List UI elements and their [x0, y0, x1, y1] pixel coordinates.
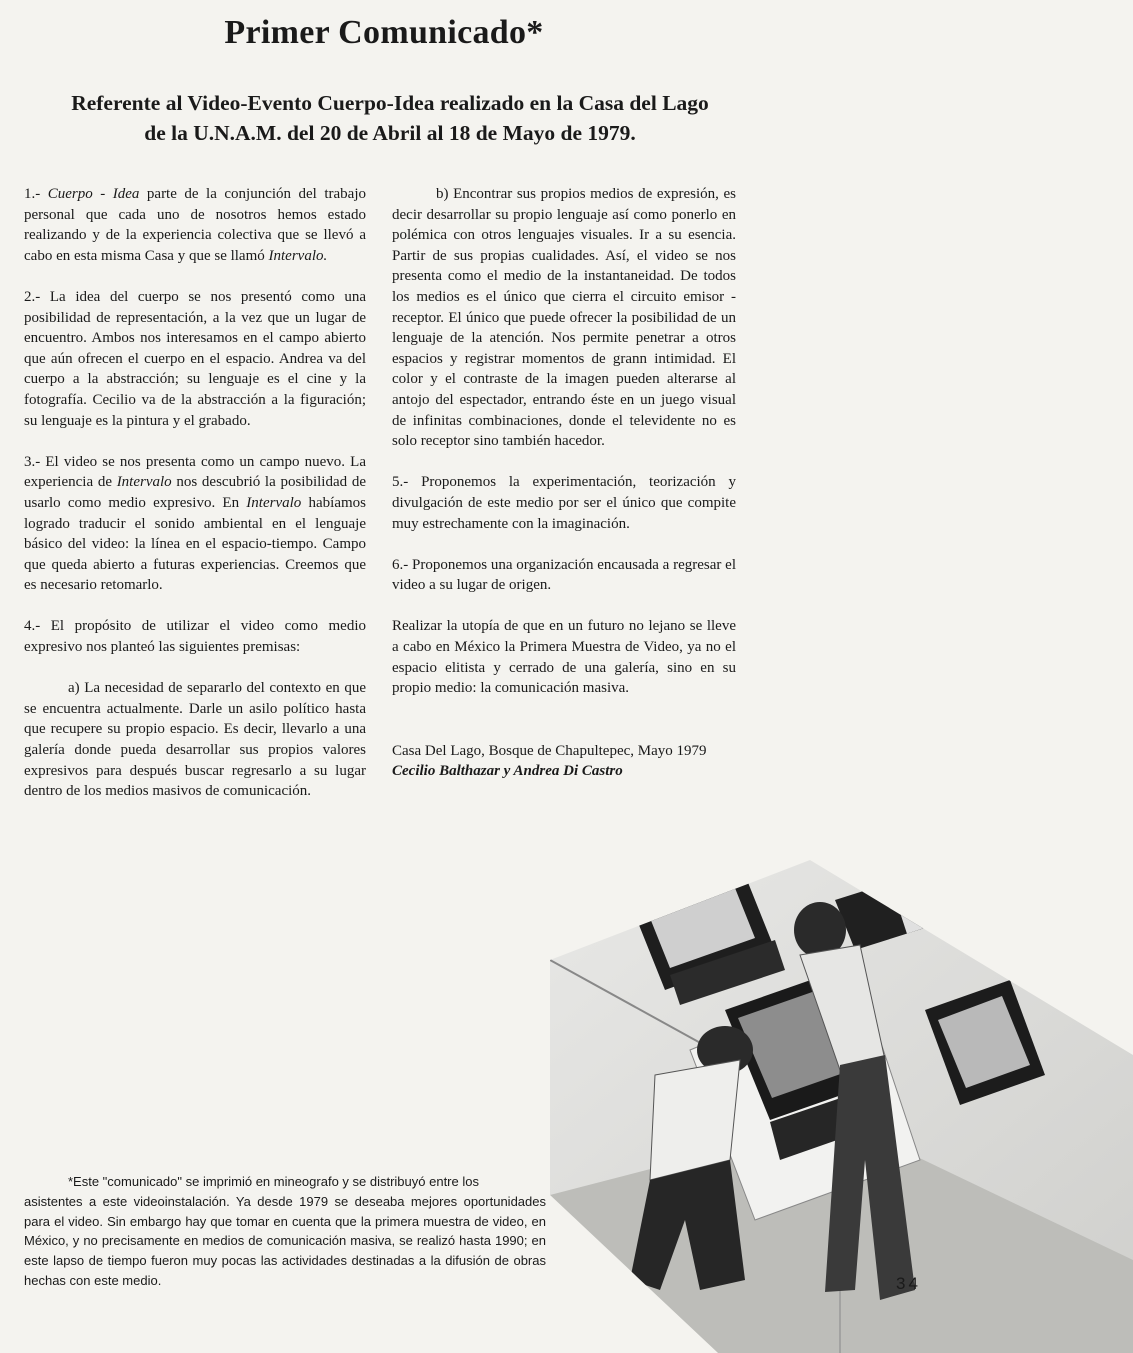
paragraph-1-text: 1.- — [24, 186, 48, 202]
subtitle-line-1: Referente al Video-Evento Cuerpo-Idea realizado en la Casa del Lago — [71, 91, 709, 115]
paragraph-4: 4.- El propósito de utilizar el video como medio expresivo nos planteó las siguientes premisas: — [24, 618, 366, 656]
paragraph-5: 5.- Proponemos la experimentación, teorización y divulgación de este medio por ser el único que compite muy estrechamente con la imaginación. — [392, 474, 736, 532]
right-column — [392, 184, 736, 803]
paragraph-4a: a) La necesidad de separarlo del contexto en que se encuentra actualmente. Darle un asilo político hasta que recupere su propio espacio. Es decir, llevarlo a una galería donde pueda desarrollar sus propios valores expresivos para después buscar regresarlo a su lugar dentro de los medios masivos de comunicación. — [24, 680, 366, 800]
signature — [392, 741, 736, 782]
paragraph-3 — [24, 452, 366, 596]
signature-names: Cecilio Balthazar y Andrea Di Castro — [392, 763, 623, 780]
footnote-first-line: *Este "comunicado" se imprimió en mineografo y se distribuyó entre los — [68, 1174, 479, 1189]
paragraph-2: 2.- La idea del cuerpo se nos presentó como una posibilidad de representación, a la vez que un lugar de encuentro. Ambos nos interesamos en el campo abierto que aún ofrecen el cuerpo en el espacio. Andrea va del cuerpo a la abstracción; su lenguaje es el cine y la fotografía. Cecilio va de la abstracción a la figuración; su lenguaje es la pintura y el grabado. — [24, 288, 366, 429]
page-title: Primer Comunicado* — [224, 14, 544, 51]
cuerpo-idea-title: Cuerpo - Idea — [47, 186, 140, 202]
subtitle-line-2: de la U.N.A.M. del 20 de Abril al 18 de Mayo de 1979. — [144, 121, 636, 145]
video-installation-photo — [540, 860, 1133, 1353]
paragraph-6: 6.- Proponemos una organización encausada a regresar el video a su lugar de origen. — [392, 556, 736, 594]
paragraph-1 — [24, 184, 366, 266]
page-number: 34 — [896, 1274, 921, 1293]
intervalo-title: Intervalo — [116, 474, 172, 491]
paragraph-1-text-cont: parte de la conjunción del trabajo personal que cada uno de nosotros hemos estado realizando y de la experiencia colectiva que se llevó a cabo en esta misma Casa y que se llamó — [24, 186, 366, 264]
paragraph-4b: b) Encontrar sus propios medios de expresión, es decir desarrollar su propio lenguaje así como ponerlo en polémica con otros lenguajes visuales. Ir a su esencia. Partir de sus propias cualidades. Así, el video se nos presenta como el medio de la instantaneidad. De todos los medios es el único que cierra el circuito emisor - receptor. El único que puede ofrecer la posibilidad de un lenguaje de la atención. Nos permite penetrar a otros espacios y registrar momentos de grann intimidad. El color y el contraste de la imagen pueden alterarse al antojo del espectador, entrando éste en un juego visual de infinitas combinaciones, donde el televidente no es solo receptor sino también hacedor. — [392, 186, 736, 450]
subtitle — [20, 88, 760, 148]
paragraph-3-text-end: habíamos logrado traducir el sonido ambiental en el lenguaje básico del video: la línea en el espacio-tiempo. Campo que queda abierto a futuras experiencias. Creemos que es necesario retomarlo. — [24, 494, 366, 594]
paragraph-3-text-cont: nos descubrió la posibilidad de usarlo como medio expresivo. En — [24, 474, 366, 511]
signature-place: Casa Del Lago, Bosque de Chapultepec, Mayo 1979 — [392, 742, 707, 759]
intervalo-title: Intervalo — [246, 494, 302, 511]
left-column — [24, 184, 366, 822]
footnote-body: asistentes a este videoinstalación. Ya desde 1979 se deseaba mejores oportunidades para el video. Sin embargo hay que tomar en cuenta que la primera muestra de video, en México, y no precisamente en medios de comunicación masiva, se realizó hasta 1990; en este lapso de tiempo fueron muy pocas las actividades destinadas a la difusión de obras hechas con este medio. — [24, 1193, 546, 1288]
paragraph-utopia: Realizar la utopía de que en un futuro no lejano se lleve a cabo en México la Primera Muestra de Video, ya no el espacio elitista y cerrado de una galería, sino en su propio medio: la comunicación masiva. — [392, 618, 736, 697]
paragraph-3-text: 3.- El video se nos presenta como un campo nuevo. La experiencia de — [24, 453, 366, 491]
intervalo-title: Intervalo. — [268, 247, 328, 264]
footnote — [24, 1172, 546, 1291]
